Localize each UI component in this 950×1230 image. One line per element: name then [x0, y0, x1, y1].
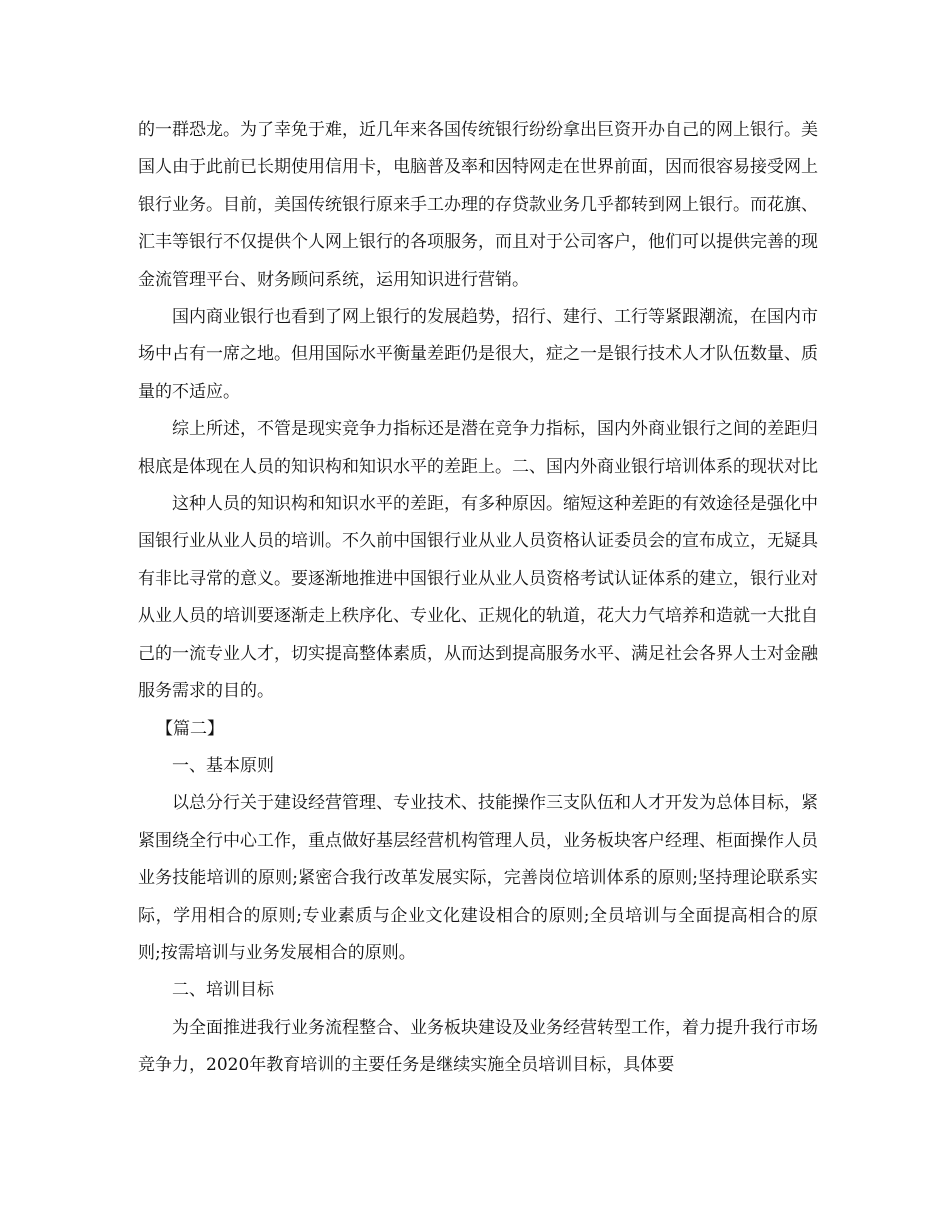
section-tag-part-two: 【篇二】	[156, 718, 224, 739]
heading-training-goals: 二、培训目标	[172, 980, 274, 1001]
paragraph-summary: 综上所述，不管是现实竞争力指标还是潜在竞争力指标，国内外商业银行之间的差距归根底是体现在人员的知识构和知识水平的差距上。二、国内外商业银行培训体系的现状对比	[138, 419, 818, 477]
document-body	[138, 112, 818, 1085]
paragraph-knowledge-gap: 这种人员的知识构和知识水平的差距，有多种原因。缩短这种差距的有效途径是强化中国银行业从业人员的培训。不久前中国银行业从业人员资格认证委员会的宣布成立，无疑具有非比寻常的意义。要逐渐地推进中国银行业从业人员资格考试认证体系的建立，银行业对从业人员的培训要逐渐走上秩序化、专业化、正规化的轨道，花大力气培养和造就一大批自己的一流专业人才，切实提高整体素质，从而达到提高服务水平、满足社会各界人士对金融服务需求的目的。	[138, 494, 818, 702]
paragraph-principles: 以总分行关于建设经营管理、专业技术、技能操作三支队伍和人才开发为总体目标，紧紧围绕全行中心工作，重点做好基层经营机构管理人员，业务板块客户经理、柜面操作人员业务技能培训的原则;紧密合我行改革发展实际，完善岗位培训体系的原则;坚持理论联系实际，学用相合的原则;专业素质与企业文化建设相合的原则;全员培训与全面提高相合的原则;按需培训与业务发展相合的原则。	[138, 793, 818, 963]
paragraph-training-goals: 为全面推进我行业务流程整合、业务板块建设及业务经营转型工作，着力提升我行市场竞争力，2020年教育培训的主要任务是继续实施全员培训目标，具体要	[138, 1017, 818, 1076]
heading-basic-principles: 一、基本原则	[172, 755, 274, 776]
paragraph-continuation: 的一群恐龙。为了幸免于难，近几年来各国传统银行纷纷拿出巨资开办自己的网上银行。美国人由于此前已长期使用信用卡，电脑普及率和因特网走在世界前面，因而很容易接受网上银行业务。目前，美国传统银行原来手工办理的存贷款业务几乎都转到网上银行。而花旗、汇丰等银行不仅提供个人网上银行的各项服务，而且对于公司客户，他们可以提供完善的现金流管理平台、财务顾问系统，运用知识进行营销。	[138, 120, 818, 290]
paragraph-domestic-banks: 国内商业银行也看到了网上银行的发展趋势，招行、建行、工行等紧跟潮流，在国内市场中占有一席之地。但用国际水平衡量差距仍是很大，症之一是银行技术人才队伍数量、质量的不适应。	[138, 307, 818, 402]
